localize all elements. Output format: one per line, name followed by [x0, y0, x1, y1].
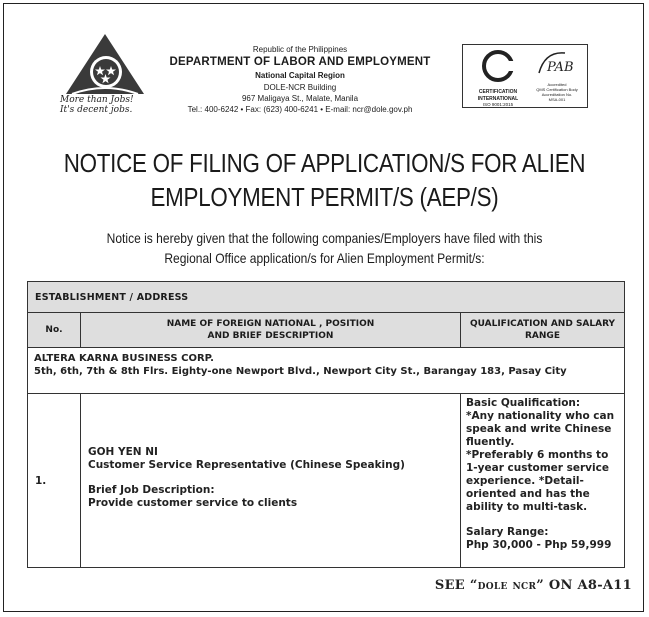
col-qual-line-2: RANGE — [525, 331, 560, 341]
brief-job-label: Brief Job Description: — [88, 484, 215, 496]
pab-text-1: Accredited — [547, 82, 567, 87]
iso-label-1: CERTIFICATION — [478, 89, 518, 95]
qualification-line: speak and write Chinese — [466, 423, 612, 435]
qualification-line: oriented and has the — [466, 488, 590, 500]
entry-number: 1. — [28, 394, 81, 567]
notice-line-1: Notice is hereby given that the following companies/Employers have filed with this — [106, 230, 543, 246]
pab-accreditation — [529, 49, 585, 102]
col-qual-line-1: QUALIFICATION AND SALARY — [469, 319, 616, 329]
iso-label-2: INTERNATIONAL — [477, 96, 519, 102]
tagline-line2: It's decent jobs. — [60, 105, 133, 115]
pab-text-2: QMS Certification Body — [536, 87, 578, 92]
position-title: Customer Service Representative (Chinese Speaking) — [88, 459, 405, 471]
qualification-line: *Preferably 6 months to — [466, 449, 609, 461]
col-name-line-2: AND BRIEF DESCRIPTION — [207, 331, 334, 341]
see-prefix: SEE — [434, 578, 470, 593]
see-suffix: ON A8-A11 — [544, 578, 632, 593]
pab-text-3: Accreditation No. — [541, 92, 573, 97]
col-name-header — [81, 313, 461, 347]
entry-qualification — [461, 394, 624, 567]
notice-line-2: Regional Office application/s for Alien Employment Permit/s: — [164, 250, 485, 266]
pab-mark: PAB — [547, 60, 574, 75]
salary-label: Salary Range: — [466, 526, 549, 538]
iso-certification — [469, 49, 527, 108]
notice-title — [54, 146, 595, 214]
certification-box — [462, 44, 588, 108]
title-line-1: NOTICE OF FILING OF APPLICATION/S FOR ALIEN — [63, 148, 586, 178]
qualification-label: Basic Qualification: — [466, 397, 581, 409]
brief-job-text: Provide customer service to clients — [88, 497, 298, 509]
contact-line: Tel.: 400-6242 • Fax: (623) 400-6241 • E-mail: ncr@dole.gov.ph — [187, 105, 413, 114]
table-header-row — [27, 313, 625, 348]
col-no-header: No. — [28, 313, 81, 347]
region-name: National Capital Region — [255, 71, 345, 80]
aep-table — [27, 281, 625, 313]
qualification-line: ability to multi-task. — [466, 501, 588, 513]
pab-logo-icon — [535, 49, 579, 77]
dole-tagline — [60, 95, 154, 115]
republic-label: Republic of the Philippines — [252, 45, 348, 54]
qualification-line: experience. *Detail- — [466, 475, 584, 487]
pab-text-4: MSA-001 — [548, 97, 566, 102]
col-name-line-1: NAME OF FOREIGN NATIONAL , POSITION — [166, 319, 375, 329]
foreign-national-name: GOH YEN NI — [88, 446, 158, 458]
letterhead — [150, 44, 450, 115]
qualification-line: 1-year customer service — [466, 462, 609, 474]
company-row — [27, 348, 625, 394]
see-reference — [382, 578, 632, 593]
qualification-line: fluently. — [466, 436, 515, 448]
col-qual-header — [461, 313, 624, 347]
qualification-line: *Any nationality who can — [466, 410, 615, 422]
table-row — [27, 394, 625, 568]
department-name: DEPARTMENT OF LABOR AND EMPLOYMENT — [169, 56, 431, 68]
entry-description — [81, 394, 461, 567]
address-line: 967 Maligaya St., Malate, Manila — [241, 94, 359, 103]
title-line-2: EMPLOYMENT PERMIT/S (AEP/S) — [150, 182, 499, 212]
salary-value: Php 30,000 - Php 59,999 — [466, 539, 612, 551]
iso-label-3: ISO 9001:2015 — [482, 102, 514, 107]
establishment-header: ESTABLISHMENT / ADDRESS — [27, 281, 625, 313]
building-name: DOLE-NCR Building — [263, 83, 337, 92]
tagline-line1: More than Jobs! — [60, 95, 134, 105]
notice-intro — [54, 228, 595, 268]
iso-circle-icon — [478, 49, 518, 83]
see-ref: “dole ncr” — [469, 578, 545, 593]
company-address: 5th, 6th, 7th & 8th Flrs. Eighty-one Newport Blvd., Newport City St., Barangay 183, Pasay City — [34, 366, 567, 377]
company-name: ALTERA KARNA BUSINESS CORP. — [34, 353, 214, 364]
